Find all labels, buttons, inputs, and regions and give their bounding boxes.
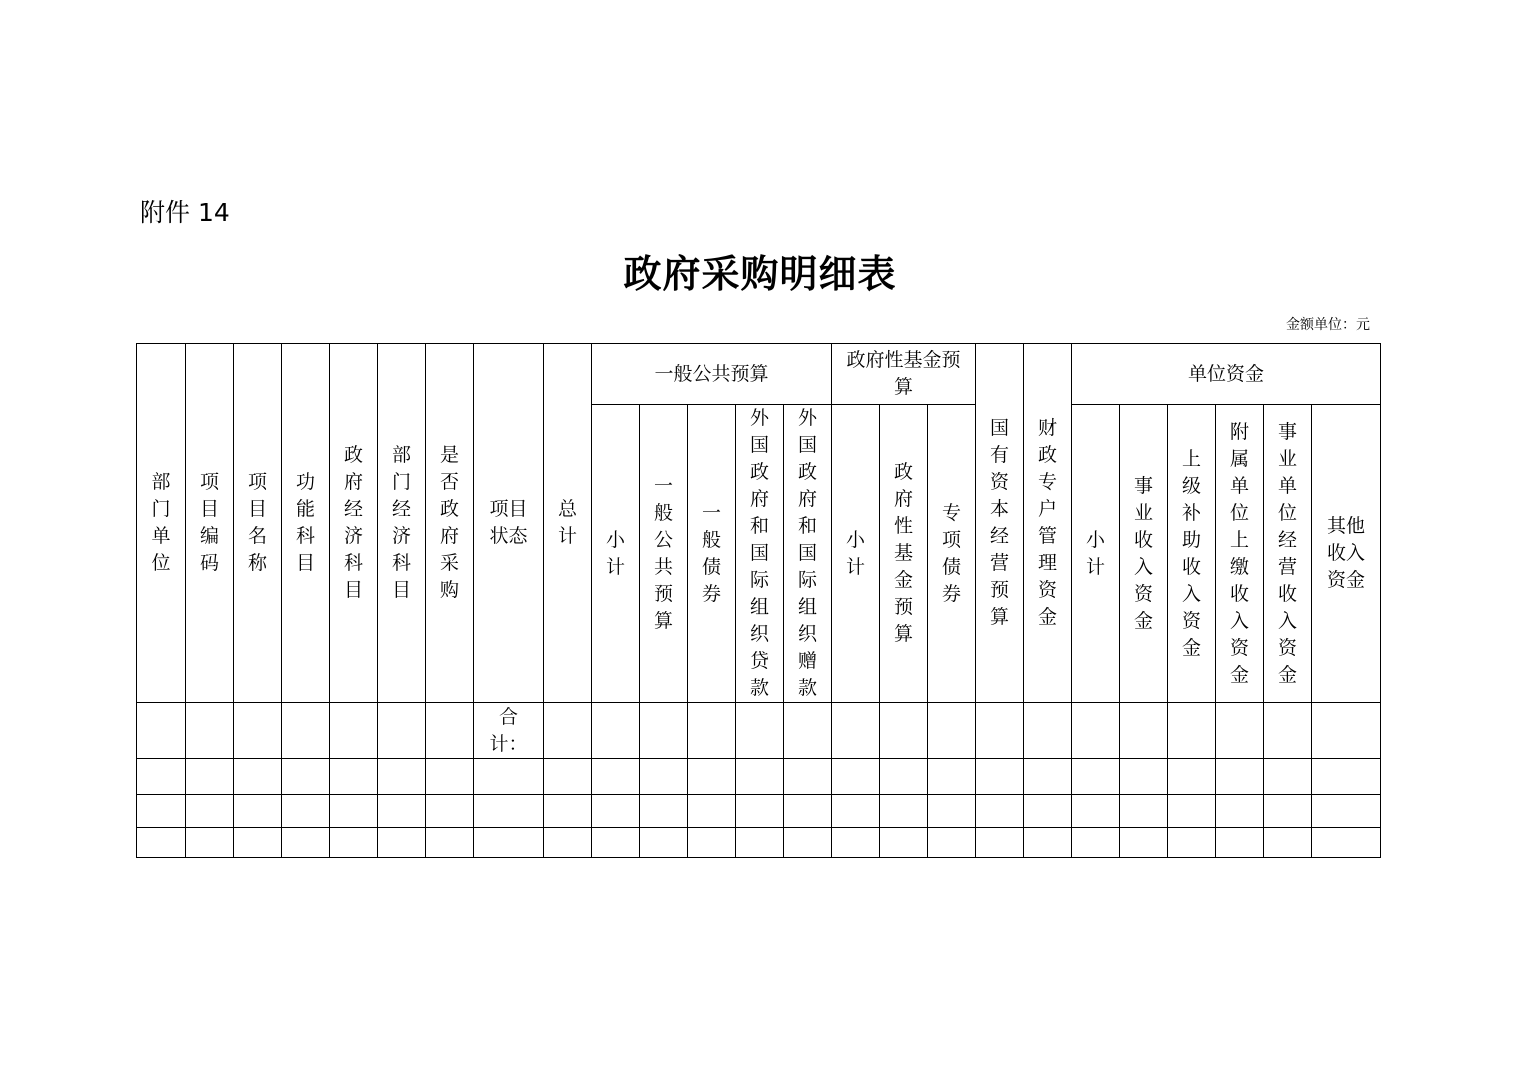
header-total: 总计 bbox=[544, 344, 592, 703]
header-unit-funds: 单位资金 bbox=[1072, 344, 1381, 405]
header-project-status: 项目状态 bbox=[474, 344, 544, 703]
header-uf-business-operation: 事业单位经营收入资金 bbox=[1264, 405, 1312, 703]
total-row bbox=[137, 703, 1381, 759]
header-dept-unit: 部门单位 bbox=[137, 344, 186, 703]
table-row bbox=[137, 795, 1381, 828]
header-row-1 bbox=[137, 344, 1381, 405]
header-gpb-general-public: 一般公共预算 bbox=[640, 405, 688, 703]
attachment-label: 附件 14 bbox=[140, 198, 230, 227]
header-gov-fund-budget: 政府性基金预算 bbox=[832, 344, 976, 405]
header-general-public-budget: 一般公共预算 bbox=[592, 344, 832, 405]
header-gpb-foreign-grants: 外国政府和国际组织赠款 bbox=[784, 405, 832, 703]
table-row bbox=[137, 759, 1381, 795]
procurement-table bbox=[136, 343, 1381, 858]
header-gpb-subtotal: 小计 bbox=[592, 405, 640, 703]
header-gfb-special-bonds: 专项债券 bbox=[928, 405, 976, 703]
header-gfb-gov-fund: 政府性基金预算 bbox=[880, 405, 928, 703]
header-fiscal-special-fund: 财政专户管理资金 bbox=[1024, 344, 1072, 703]
header-uf-business-income: 事业收入资金 bbox=[1120, 405, 1168, 703]
header-uf-other-income: 其他收入资金 bbox=[1312, 405, 1381, 703]
header-uf-affiliated-turnover: 附属单位上缴收入资金 bbox=[1216, 405, 1264, 703]
header-gfb-subtotal: 小计 bbox=[832, 405, 880, 703]
page-title: 政府采购明细表 bbox=[623, 251, 897, 296]
header-gpb-general-bonds: 一般债券 bbox=[688, 405, 736, 703]
header-gpb-foreign-loans: 外国政府和国际组织贷款 bbox=[736, 405, 784, 703]
header-uf-superior-subsidy: 上级补助收入资金 bbox=[1168, 405, 1216, 703]
amount-unit-label: 金额单位：元 bbox=[1286, 317, 1370, 333]
header-gov-econ-subject: 政府经济科目 bbox=[330, 344, 378, 703]
table-row bbox=[137, 828, 1381, 858]
header-function-subject: 功能科目 bbox=[282, 344, 330, 703]
header-uf-subtotal: 小计 bbox=[1072, 405, 1120, 703]
header-is-gov-procurement: 是否政府采购 bbox=[426, 344, 474, 703]
header-dept-econ-subject: 部门经济科目 bbox=[378, 344, 426, 703]
header-state-capital-budget: 国有资本经营预算 bbox=[976, 344, 1024, 703]
header-project-code: 项目编码 bbox=[186, 344, 234, 703]
total-row-label: 合计： bbox=[474, 703, 544, 759]
header-project-name: 项目名称 bbox=[234, 344, 282, 703]
